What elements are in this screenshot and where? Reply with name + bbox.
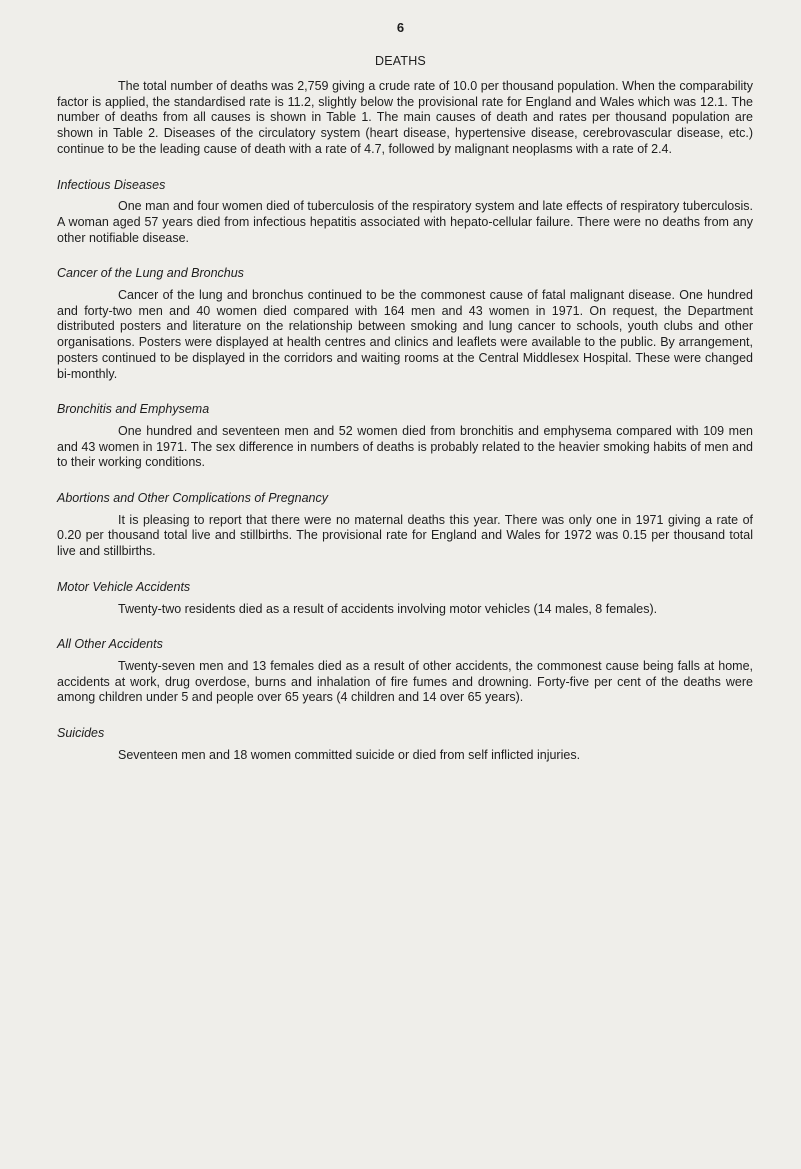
section-heading: All Other Accidents bbox=[57, 637, 163, 652]
page-content bbox=[57, 79, 753, 764]
section-infectious-diseases bbox=[57, 178, 753, 247]
section-paragraph: One man and four women died of tuberculosis of the respiratory system and late effects of respiratory tuberculosis. A woman aged 57 years died from infectious hepatitis associated with hepato-cellular failure. There were no deaths from any other notifiable disease. bbox=[57, 199, 753, 245]
section-motor-vehicle-accidents bbox=[57, 580, 753, 617]
section-heading: Suicides bbox=[57, 726, 105, 741]
section-paragraph: Twenty-two residents died as a result of accidents involving motor vehicles (14 males, 8 females). bbox=[118, 601, 658, 616]
section-paragraph: One hundred and seventeen men and 52 women died from bronchitis and emphysema compared with 109 men and 43 women in 1971. The sex difference in numbers of deaths is probably related to the heavier smoking habits of men and to their working conditions. bbox=[57, 423, 753, 470]
section-cancer-lung-bronchus bbox=[57, 266, 753, 382]
section-heading: Abortions and Other Complications of Pregnancy bbox=[57, 491, 328, 506]
section-paragraph: It is pleasing to report that there were no maternal deaths this year. There was only one in 1971 giving a rate of 0.20 per thousand total live and stillbirths. The provisional rate for England and Wales for 1972 was 0.15 per thousand total live and stillbirths. bbox=[57, 512, 753, 559]
section-abortions-pregnancy bbox=[57, 491, 753, 560]
intro-paragraph: The total number of deaths was 2,759 giving a crude rate of 10.0 per thousand population. When the comparability factor is applied, the standardised rate is 11.2, slightly below the provisional rate for England and Wales which was 12.1. The number of deaths from all causes is shown in Table 1. The main causes of death and rates per thousand population are shown in Table 2. Diseases of the circulatory system (heart disease, hypertensive disease, cerebrovascular disease, etc.) continue to be the leading cause of death with a rate of 4.7, followed by malignant neoplasms with a rate of 2.4. bbox=[57, 79, 753, 156]
section-other-accidents bbox=[57, 637, 753, 706]
section-heading: Cancer of the Lung and Bronchus bbox=[57, 266, 244, 281]
section-heading: Infectious Diseases bbox=[57, 177, 166, 192]
page-title: DEATHS bbox=[375, 54, 426, 68]
section-bronchitis-emphysema bbox=[57, 402, 753, 471]
section-paragraph: Seventeen men and 18 women committed suicide or died from self inflicted injuries. bbox=[118, 747, 581, 762]
page-number: 6 bbox=[396, 20, 405, 35]
section-paragraph: Cancer of the lung and bronchus continued to be the commonest cause of fatal malignant disease. One hundred and forty-two men and 40 women died compared with 164 men and 43 women in 1971. On request, the Department distributed posters and literature on the relationship between smoking and lung cancer to schools, youth clubs and other organisations. Posters were displayed at health centres and clinics and leaflets were available to the public. By arrangement, posters continued to be displayed in the corridors and waiting rooms at the Central Middlesex Hospital. These were changed bi-monthly. bbox=[57, 288, 753, 381]
section-heading: Bronchitis and Emphysema bbox=[57, 402, 210, 417]
section-suicides bbox=[57, 726, 753, 763]
section-paragraph: Twenty-seven men and 13 females died as a result of other accidents, the commonest cause being falls at home, accidents at work, drug overdose, burns and inhalation of fire fumes and drowning. Forty-five per cent of the deaths were among children under 5 and people over 65 years (4 children and 14 over 65 years). bbox=[57, 658, 753, 705]
section-heading: Motor Vehicle Accidents bbox=[57, 579, 191, 594]
